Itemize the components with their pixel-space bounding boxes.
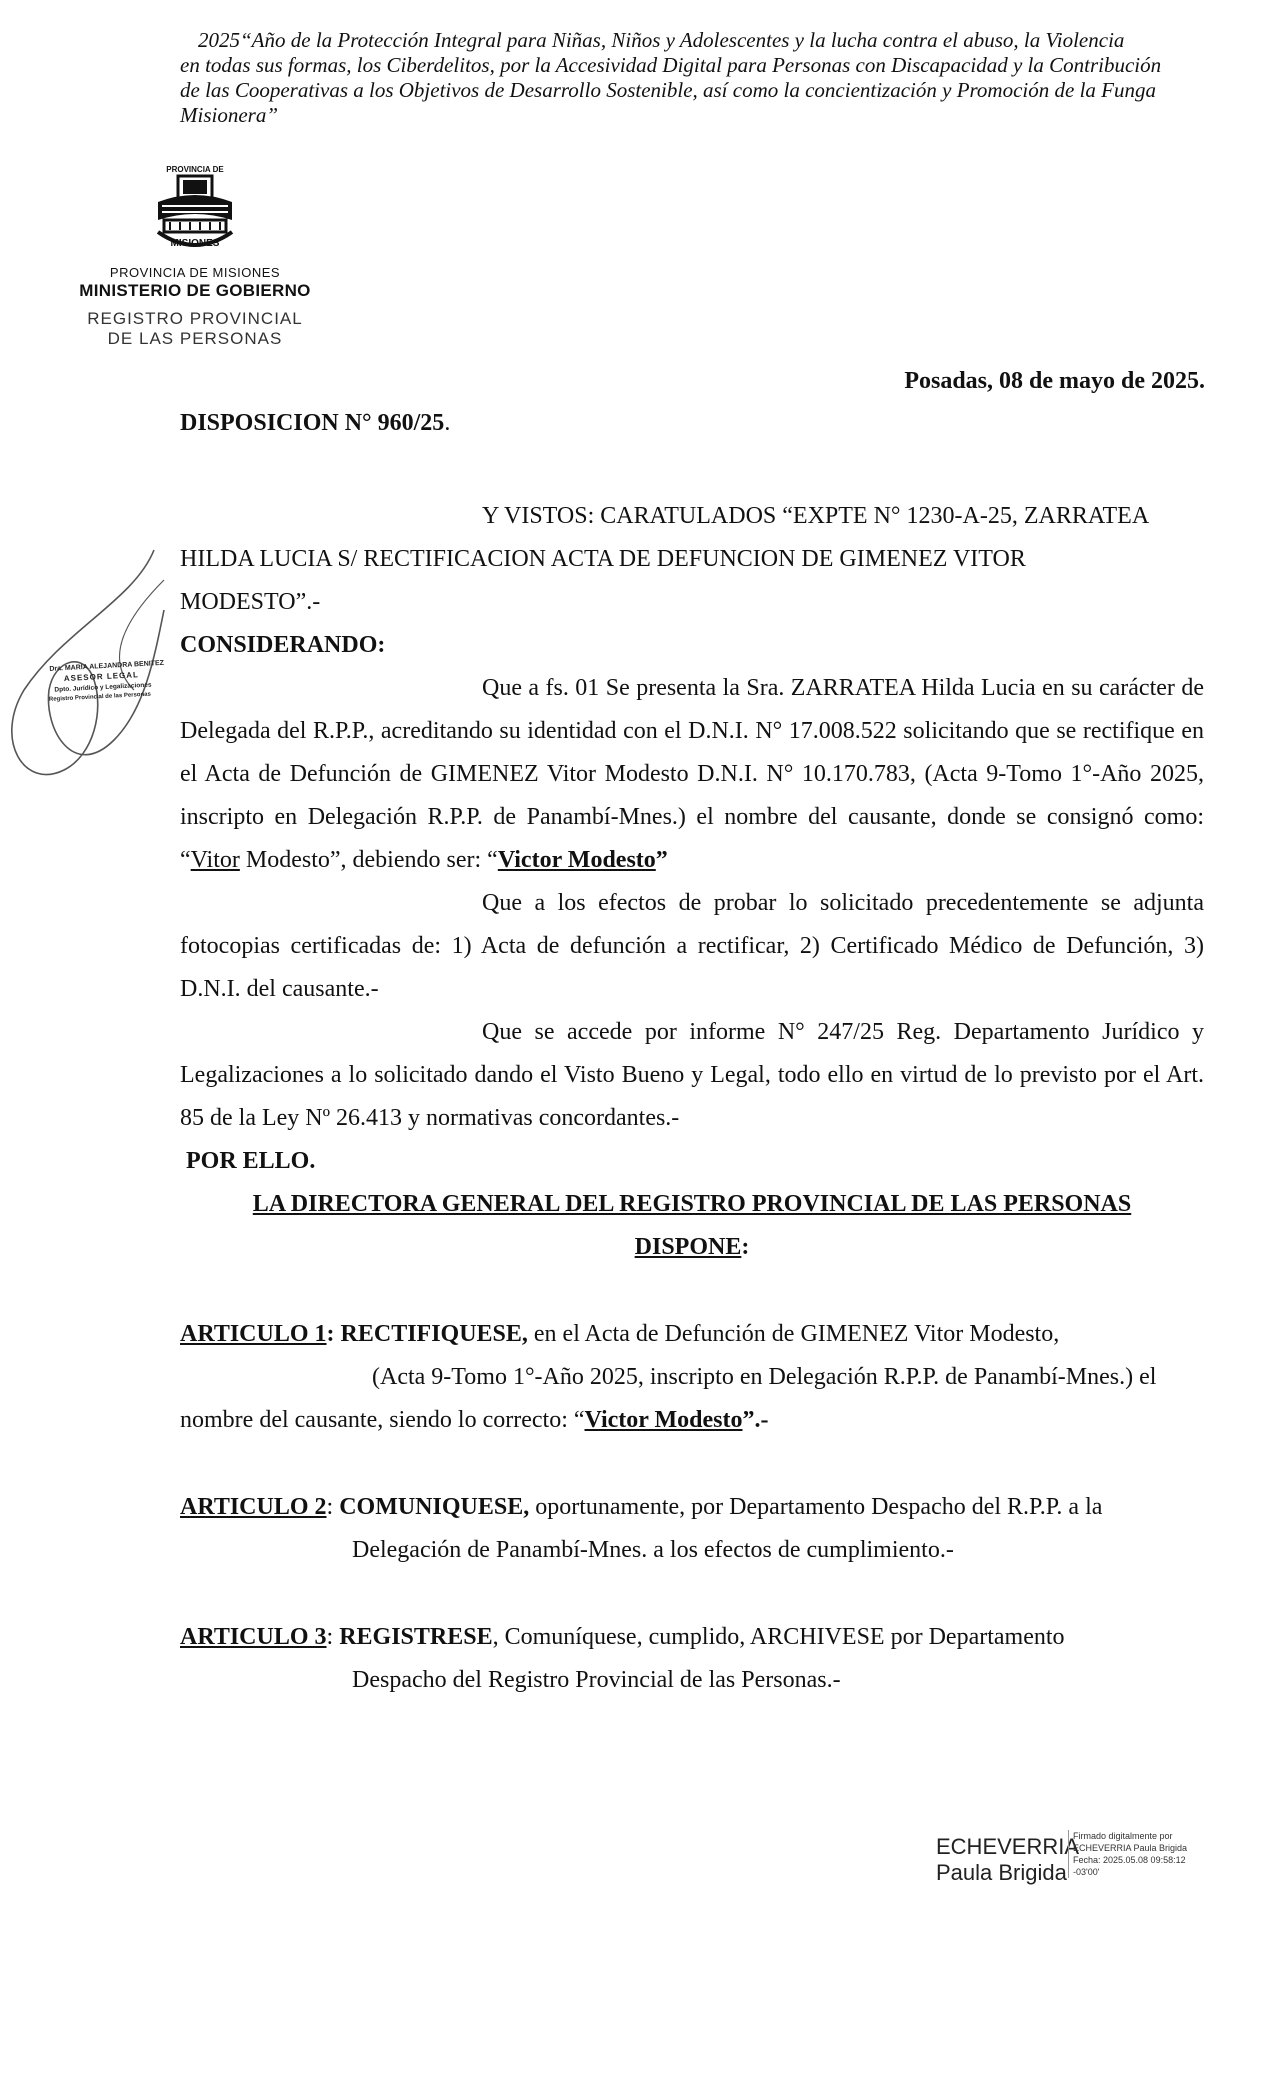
considerando-heading: CONSIDERANDO:: [180, 632, 386, 658]
article-text: oportunamente, por Departamento Despacho del R.P.P. a la: [529, 1494, 1103, 1520]
logo-registry: REGISTRO PROVINCIAL: [87, 309, 303, 328]
article-label: ARTICULO 3: [180, 1624, 327, 1650]
article-line: [180, 1399, 1204, 1442]
signer-given-name: Paula Brigida: [936, 1860, 1067, 1885]
article-verb: RECTIFIQUESE,: [340, 1321, 528, 1347]
stamp-registry: Registro Provincial de las Personas: [48, 691, 152, 703]
logo-registry-sub: DE LAS PERSONAS: [107, 329, 283, 348]
stamp-name: Dra. MARIA ALEJANDRA BENITEZ: [49, 659, 165, 673]
signature-meta-line: ECHEVERRIA Paula Brigida: [1073, 1843, 1188, 1853]
article-sep: :: [326, 1494, 340, 1520]
article-sep: :: [326, 1321, 341, 1347]
article-text: , Comuníquese, cumplido, ARCHIVESE por Departamento: [492, 1624, 1065, 1650]
handwritten-signature-stamp: [4, 540, 204, 810]
por-ello: POR ELLO.: [186, 1148, 316, 1174]
signer-name: [936, 1834, 1079, 1886]
dispone-colon: :: [741, 1234, 750, 1260]
article-line: [180, 1486, 1204, 1529]
document-date: Posadas, 08 de mayo de 2025.: [904, 368, 1205, 394]
article-line: [180, 1313, 1204, 1356]
article-text: nombre del causante, siendo lo correcto: “: [180, 1407, 585, 1433]
disposition-label: DISPOSICION N° 960/25: [180, 410, 445, 436]
logo-ministry: MINISTERIO DE GOBIERNO: [79, 281, 311, 300]
vistos-line: MODESTO”.-: [180, 589, 321, 615]
article-verb: COMUNIQUESE,: [339, 1494, 530, 1520]
logo-province: PROVINCIA DE MISIONES: [109, 265, 281, 280]
motto-line: en todas sus formas, los Ciberdelitos, por la Accesividad Digital para Personas con Discapacidad y la Contribución: [180, 53, 1162, 77]
considerando-paragraph-1: [180, 667, 1204, 882]
signature-meta-line: -03'00': [1073, 1867, 1100, 1877]
signature-meta-line: Fecha: 2025.05.08 09:58:12: [1073, 1855, 1186, 1865]
year-motto: [180, 28, 1190, 128]
article-3: [180, 1616, 1204, 1702]
article-close: ”.-: [742, 1407, 769, 1433]
directora-heading: LA DIRECTORA GENERAL DEL REGISTRO PROVINCIAL DE LAS PERSONAS: [252, 1191, 1132, 1217]
article-verb: REGISTRESE: [339, 1624, 493, 1650]
paragraph-text: Modesto”, debiendo ser: “: [239, 847, 498, 873]
signer-surname: ECHEVERRIA: [936, 1834, 1080, 1859]
vistos-line: HILDA LUCIA S/ RECTIFICACION ACTA DE DEFUNCION DE GIMENEZ VITOR: [180, 546, 1026, 572]
article-line: [180, 1616, 1204, 1659]
stamp-title: ASESOR LEGAL: [63, 670, 140, 684]
motto-line: de las Cooperativas a los Objetivos de Desarrollo Sostenible, así como la concientización y Promoción de la Funga: [180, 78, 1156, 102]
article-text: en el Acta de Defunción de GIMENEZ Vitor Modesto,: [527, 1321, 1060, 1347]
province-seal-icon: [150, 158, 240, 254]
article-sep: :: [326, 1624, 340, 1650]
seal-top-text: PROVINCIA DE: [166, 165, 224, 174]
disposition-number: [180, 410, 450, 437]
article-line: Despacho del Registro Provincial de las Personas.-: [352, 1667, 841, 1693]
dispone-word: DISPONE: [634, 1234, 742, 1260]
considerando-paragraph-2: Que a los efectos de probar lo solicitado precedentemente se adjunta fotocopias certificadas de: 1) Acta de defunción a rectificar, 2) Certificado Médico de Defunción, 3) D.N.I. del causante.-: [180, 890, 1204, 1002]
motto-line: Misionera”: [180, 103, 279, 127]
wrong-name: Vitor: [190, 847, 240, 873]
ministry-logo: [60, 158, 330, 349]
correct-name: Victor Modesto: [584, 1407, 743, 1433]
signature-metadata: [1068, 1830, 1187, 1878]
vistos-line: Y VISTOS: CARATULADOS “EXPTE N° 1230-A-25, ZARRATEA: [482, 503, 1150, 529]
article-line: (Acta 9-Tomo 1°-Año 2025, inscripto en Delegación R.P.P. de Panambí-Mnes.) el: [372, 1364, 1157, 1390]
closing-quote: ”: [655, 847, 668, 873]
seal-bottom-text: MISIONES: [170, 238, 220, 249]
digital-signature: [936, 1830, 1236, 1890]
article-2: [180, 1486, 1204, 1572]
paragraph-text: Que a fs. 01 Se presenta la Sra. ZARRATEA Hilda Lucia en su carácter de Delegada del R.P.P., acreditando su identidad con el D.N.I. N° 17.008.522 solicitando que se rectifique en el Acta de Defunción de GIMENEZ Vitor Modesto D.N.I. N° 10.170.783, (Acta 9-Tomo 1°-Año 2025, inscripto en Delegación R.P.P. de Panambí-Mnes.) el nombre del causante, donde se consignó como: “: [180, 675, 1204, 873]
dispone-heading: [180, 1226, 1204, 1269]
article-label: ARTICULO 1: [180, 1321, 327, 1347]
article-label: ARTICULO 2: [180, 1494, 327, 1520]
document-body: [180, 495, 1204, 1702]
signature-meta-line: Firmado digitalmente por: [1073, 1831, 1173, 1841]
disposition-period: .: [444, 410, 451, 436]
correct-name: Victor Modesto: [497, 847, 656, 873]
article-line: Delegación de Panambí-Mnes. a los efectos de cumplimiento.-: [352, 1537, 954, 1563]
considerando-paragraph-3: Que se accede por informe N° 247/25 Reg. Departamento Jurídico y Legalizaciones a lo solicitado dando el Visto Bueno y Legal, todo ello en virtud de lo previsto por el Art. 85 de la Ley Nº 26.413 y normativas concordantes.-: [180, 1019, 1204, 1131]
motto-line: 2025“Año de la Protección Integral para Niñas, Niños y Adolescentes y la lucha contra el abuso, la Violencia: [198, 28, 1125, 52]
article-1: [180, 1313, 1204, 1442]
stamp-department: Dpto. Jurídico y Legalizaciones: [54, 681, 152, 694]
